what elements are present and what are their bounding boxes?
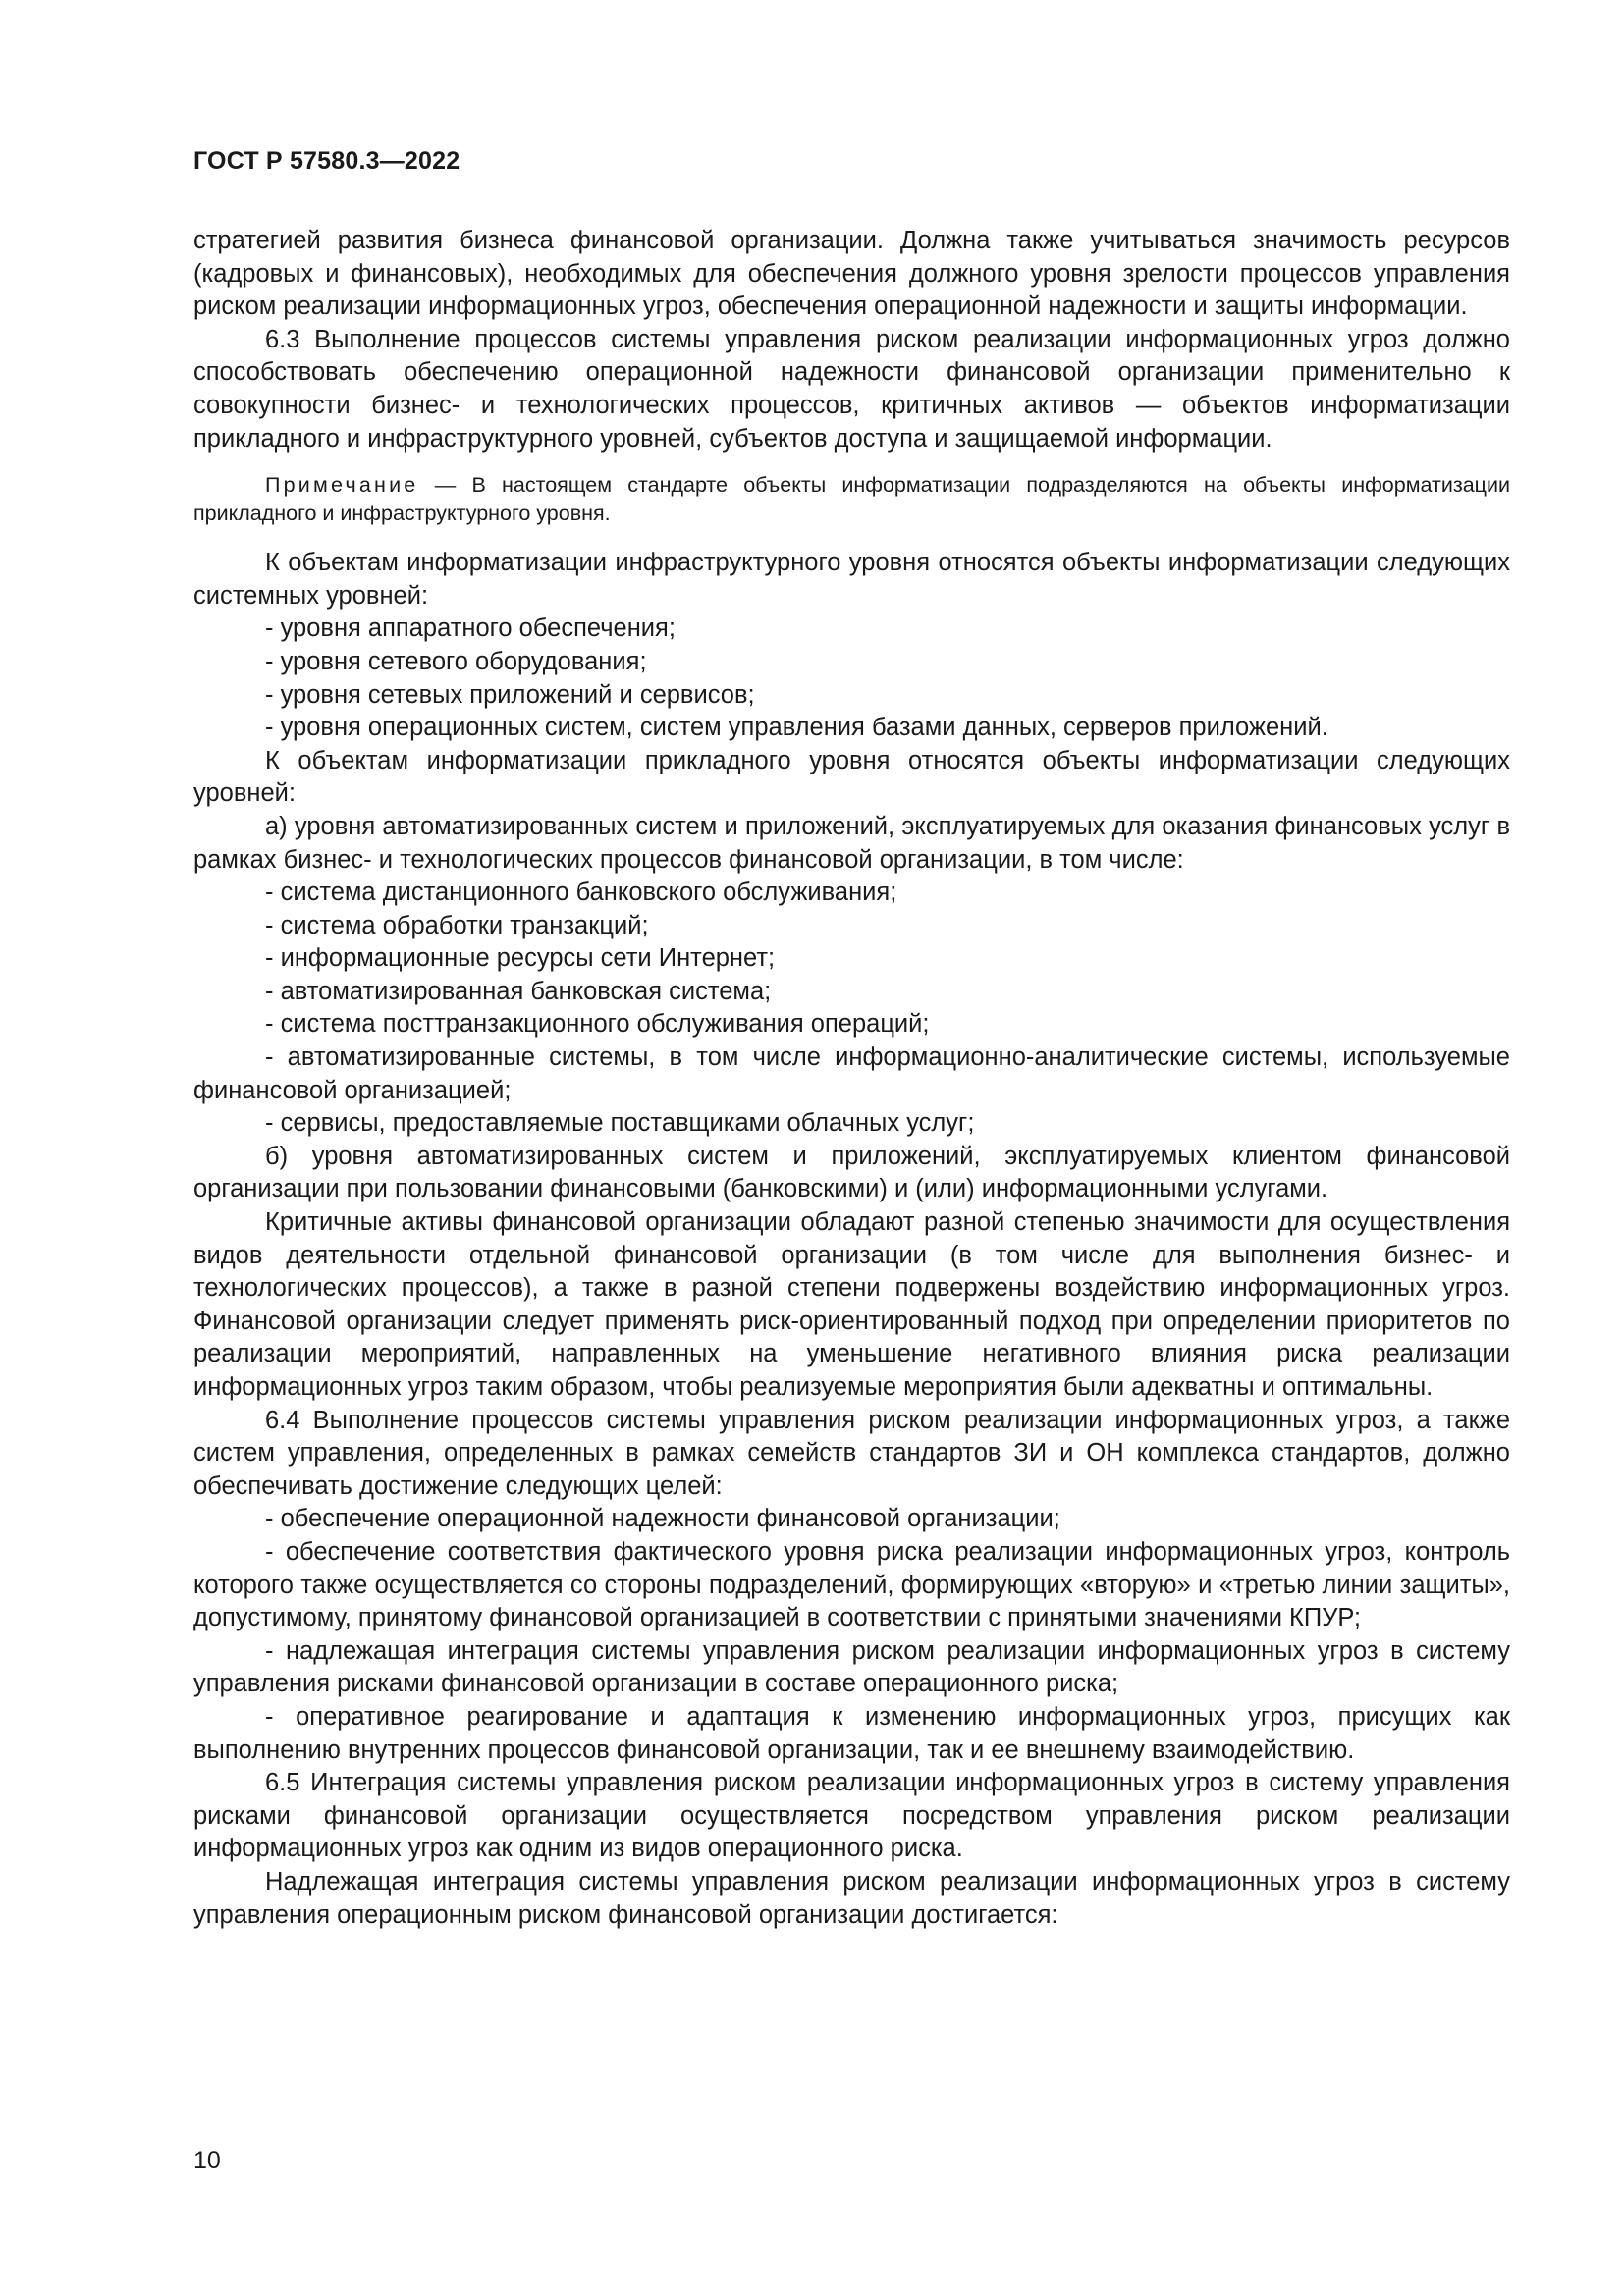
paragraph-application-intro: К объектам информатизации прикладного уровня относятся объекты информатизации следующих уровней: [193,746,1510,808]
list-item-b: б) уровня автоматизированных систем и приложений, эксплуатируемых клиентом финансовой организации при пользовании финансовыми (банковскими) и (или) информационными услугами. [193,1142,1510,1203]
paragraph-6-4: 6.4 Выполнение процессов системы управления риском реализации информационных угроз, а также систем управления, определенных в рамках семейств стандартов ЗИ и ОН комплекса стандартов, должно обеспечивать достижение следующих целей: [193,1406,1510,1500]
paragraph-continuation: стратегией развития бизнеса финансовой организации. Должна также учитываться значимость ресурсов (кадровых и финансовых), необходимых для обеспечения должного уровня зрелости процессов управления риском реализации информационных угроз, обеспечения операционной надежности и защиты информации. [193,227,1510,321]
note-label: Примечание [265,473,419,498]
paragraph-6-3: 6.3 Выполнение процессов системы управления риском реализации информационных угроз должно способствовать обеспечению операционной надежности финансовой организации применительно к совокупности бизнес- и технологических процессов, критичных активов — объектов информатизации прикладного и инфраструктурного уровней, субъектов доступа и защищаемой информации. [193,325,1510,453]
paragraph-infrastructure-intro: К объектам информатизации инфраструктурного уровня относятся объекты информатизации следующих системных уровней: [193,549,1510,610]
list-item-a: а) уровня автоматизированных систем и приложений, эксплуатируемых для оказания финансовых услуг в рамках бизнес- и технологических процессов финансовой организации, в том числе: [193,812,1510,874]
paragraph-critical-assets: Критичные активы финансовой организации обладают разной степенью значимости для осуществления видов деятельности отдельной финансовой организации (в том числе для выполнения бизнес- и технологических процессов), а также в разной степени подвержены воздействию информационных угроз. Финансовой организации следует применять риск-ориентированный подход при определении приоритетов по реализации мероприятий, направленных на уменьшение негативного влияния риска реализации информационных угроз таким образом, чтобы реализуемые мероприятия были адекватны и оптимальны. [193,1208,1510,1401]
list-item: - система обработки транзакций; [265,911,649,939]
page-number: 10 [193,2147,221,2174]
list-item: - система дистанционного банковского обслуживания; [265,879,897,907]
list-item: - уровня аппаратного обеспечения; [265,614,676,643]
list-item: - обеспечение операционной надежности финансовой организации; [265,1505,1060,1533]
list-item: - автоматизированная банковская система; [265,977,772,1005]
note [193,471,1510,528]
list-item: - уровня сетевого оборудования; [265,647,647,675]
list-item: - оперативное реагирование и адаптация к изменению информационных угроз, присущих как выполнению внутренних процессов финансовой организации, так и ее внешнему взаимодействию. [193,1702,1510,1764]
list-item: - обеспечение соответствия фактического уровня риска реализации информационных угроз, контроль которого также осуществляется со стороны подразделений, формирующих «вторую» и «третью линии защиты», допустимому, принятому финансовой организацией в соответствии с принятыми значениями КПУР; [193,1537,1510,1632]
paragraph-integration: Надлежащая интеграция системы управления риском реализации информационных угроз в систему управления операционным риском финансовой организации достигается: [193,1867,1510,1929]
list-item: - уровня операционных систем, систем управления базами данных, серверов приложений. [265,714,1328,742]
note-text: — В настоящем стандарте объекты информатизации подразделяются на объекты информатизации прикладного и инфраструктурного уровня. [193,473,1510,526]
list-item: - автоматизированные системы, в том числе информационно-аналитические системы, используемые финансовой организацией; [193,1043,1510,1104]
list-item: - уровня сетевых приложений и сервисов; [265,680,755,709]
list-item: - система посттранзакционного обслуживания операций; [265,1010,930,1039]
list-item: - информационные ресурсы сети Интернет; [265,944,776,973]
document-header: ГОСТ Р 57580.3—2022 [193,147,460,175]
document-body [193,225,1510,1932]
list-item: - сервисы, предоставляемые поставщиками облачных услуг; [265,1109,975,1138]
paragraph-6-5: 6.5 Интеграция системы управления риском реализации информационных угроз в систему управления рисками финансовой организации осуществляется посредством управления риском реализации информационных угроз как одним из видов операционного риска. [193,1769,1510,1863]
list-item: - надлежащая интеграция системы управления риском реализации информационных угроз в систему управления рисками финансовой организации в составе операционного риска; [193,1636,1510,1698]
